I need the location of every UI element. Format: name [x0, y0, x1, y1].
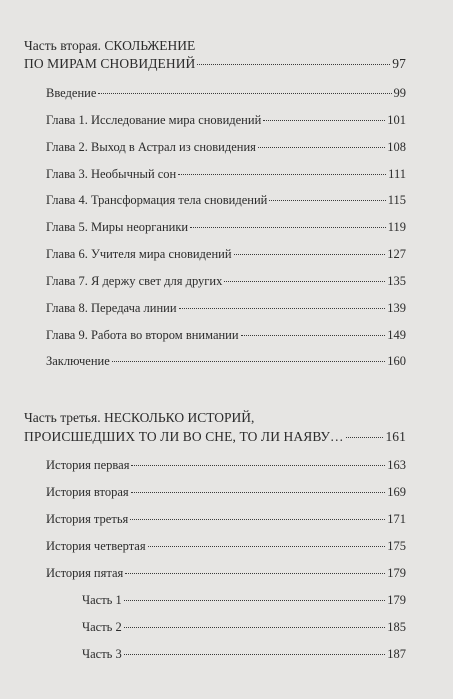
toc-subentry: [82, 619, 406, 635]
leader-dots: [124, 653, 385, 655]
leader-dots: [190, 226, 386, 228]
entry-page: 99: [393, 86, 406, 100]
leader-dots: [148, 545, 386, 547]
leader-dots: [124, 599, 385, 601]
leader-dots: [125, 572, 385, 574]
entry-title: Глава 4. Трансформация тела сновидений: [46, 193, 268, 207]
entry-title: История первая: [46, 458, 130, 472]
entry-title: Глава 2. Выход в Астрал из сновидения: [46, 140, 256, 154]
entry-title: Глава 3. Необычный сон: [46, 167, 177, 181]
toc-entry: [46, 139, 406, 155]
toc-entry: [46, 511, 406, 527]
toc-entry: [46, 538, 406, 554]
entry-page: 127: [387, 247, 406, 261]
leader-dots: [258, 146, 385, 148]
entry-page: 171: [387, 512, 406, 526]
entry-page: 135: [387, 274, 406, 288]
part2-page: 97: [392, 56, 406, 71]
entry-page: 179: [387, 566, 406, 580]
leader-dots: [241, 334, 386, 336]
toc-entry: [46, 166, 406, 182]
entry-title: Глава 8. Передача линии: [46, 301, 177, 315]
toc-entry: [46, 565, 406, 581]
subentry-page: 187: [387, 647, 406, 661]
toc-entry: [46, 246, 406, 262]
entry-page: 175: [387, 539, 406, 553]
leader-dots: [178, 173, 386, 175]
part3-heading-line2: [24, 429, 406, 445]
subentry-title: Часть 3: [82, 647, 122, 661]
entry-title: Введение: [46, 86, 97, 100]
entry-page: 119: [387, 220, 406, 234]
leader-dots: [197, 63, 390, 65]
entry-title: Глава 6. Учителя мира сновидений: [46, 247, 232, 261]
toc-subentry: [82, 646, 406, 662]
leader-dots: [98, 92, 391, 94]
entry-title: Глава 7. Я держу свет для других: [46, 274, 223, 288]
leader-dots: [131, 491, 386, 493]
entry-page: 108: [387, 140, 406, 154]
entry-page: 115: [387, 193, 406, 207]
leader-dots: [224, 280, 385, 282]
entry-title: История вторая: [46, 485, 129, 499]
entry-page: 101: [387, 113, 406, 127]
entry-title: История четвертая: [46, 539, 146, 553]
entry-title: Глава 5. Миры неорганики: [46, 220, 189, 234]
leader-dots: [131, 464, 385, 466]
toc-subentry: [82, 592, 406, 608]
entry-title: Глава 1. Исследование мира сновидений: [46, 113, 262, 127]
toc-entry: [46, 484, 406, 500]
toc-entry: [46, 192, 406, 208]
leader-dots: [124, 626, 385, 628]
part2-heading-line1: Часть вторая. СКОЛЬЖЕНИЕ: [24, 38, 196, 53]
leader-dots: [346, 436, 384, 438]
part2-heading-line2: [24, 56, 406, 72]
part3-heading-line1: Часть третья. НЕСКОЛЬКО ИСТОРИЙ,: [24, 410, 255, 425]
entry-page: 149: [387, 328, 406, 342]
toc-entry: [46, 300, 406, 316]
entry-page: 139: [387, 301, 406, 315]
leader-dots: [263, 119, 385, 121]
part3-heading-text: ПРОИСШЕДШИХ ТО ЛИ ВО СНЕ, ТО ЛИ НАЯВУ…: [24, 429, 344, 444]
toc-entry: [46, 457, 406, 473]
toc-entry: [46, 219, 406, 235]
entry-page: 111: [388, 167, 406, 181]
entry-title: Заключение: [46, 354, 110, 368]
toc-entry: [46, 273, 406, 289]
subentry-page: 179: [387, 593, 406, 607]
leader-dots: [179, 307, 386, 309]
entry-page: 169: [387, 485, 406, 499]
leader-dots: [269, 199, 385, 201]
part2-heading-text: ПО МИРАМ СНОВИДЕНИЙ: [24, 56, 196, 71]
subentry-page: 185: [387, 620, 406, 634]
entry-title: История третья: [46, 512, 129, 526]
entry-page: 163: [387, 458, 406, 472]
leader-dots: [130, 518, 385, 520]
entry-page: 160: [387, 354, 406, 368]
subentry-title: Часть 1: [82, 593, 122, 607]
toc-entry: [46, 85, 406, 101]
part3-page: 161: [385, 429, 406, 444]
leader-dots: [234, 253, 386, 255]
toc-entry: [46, 112, 406, 128]
entry-title: История пятая: [46, 566, 124, 580]
subentry-title: Часть 2: [82, 620, 122, 634]
toc-entry: [46, 327, 406, 343]
entry-title: Глава 9. Работа во втором внимании: [46, 328, 239, 342]
leader-dots: [112, 360, 386, 362]
toc-entry: [46, 353, 406, 369]
